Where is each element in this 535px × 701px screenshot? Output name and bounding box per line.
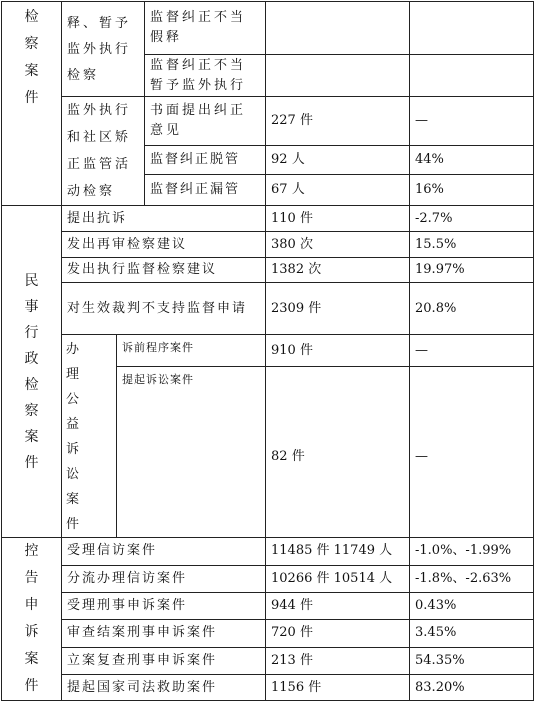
konggao-row-change: 3.45%	[410, 620, 534, 648]
minshi-row-value: 1382 次	[266, 258, 410, 283]
section-label-jiancha: 检察案件	[2, 2, 62, 206]
konggao-row-label: 提起国家司法救助案件	[62, 675, 266, 701]
gongyi-b-change: —	[410, 367, 534, 538]
jiancha-row2c-change: 16%	[410, 175, 534, 206]
minshi-row-value: 2309 件	[266, 283, 410, 335]
gongyi-b-value: 82 件	[266, 367, 410, 538]
minshi-row-label: 发出再审检察建议	[62, 232, 266, 258]
minshi-row-change: 19.97%	[410, 258, 534, 283]
konggao-row-value: 720 件	[266, 620, 410, 648]
konggao-row-label: 受理刑事申诉案件	[62, 593, 266, 620]
gongyi-a-value: 910 件	[266, 335, 410, 367]
minshi-row-label: 提出抗诉	[62, 206, 266, 232]
minshi-row-value: 110 件	[266, 206, 410, 232]
konggao-row-label: 受理信访案件	[62, 538, 266, 566]
konggao-row-change: 83.20%	[410, 675, 534, 701]
konggao-row-value: 11485 件 11749 人	[266, 538, 410, 566]
konggao-row-value: 10266 件 10514 人	[266, 565, 410, 593]
section-label-minshi: 民事行政检察案件	[2, 206, 62, 538]
konggao-row-change: 0.43%	[410, 593, 534, 620]
jiancha-row2b-label: 监督纠正脱管	[145, 146, 266, 175]
jiancha-row1-sub: 释、暂予监外执行检察	[62, 2, 145, 97]
minshi-row-label: 发出执行监督检察建议	[62, 258, 266, 283]
section-label-konggao: 控告申诉案件	[2, 538, 62, 701]
jiancha-row1a-change	[410, 2, 534, 55]
konggao-row-change: -1.0%、-1.99%	[410, 538, 534, 566]
jiancha-row1b-value	[266, 55, 410, 97]
gongyi-b-label: 提起诉讼案件	[117, 367, 266, 538]
konggao-row-change: -1.8%、-2.63%	[410, 565, 534, 593]
minshi-row-change: -2.7%	[410, 206, 534, 232]
gongyi-a-label: 诉前程序案件	[117, 335, 266, 367]
gongyi-group-label: 办理公益诉讼案件	[62, 335, 117, 538]
minshi-row-change: 15.5%	[410, 232, 534, 258]
jiancha-row2a-label: 书面提出纠正意见	[145, 97, 266, 146]
jiancha-row1a-value	[266, 2, 410, 55]
konggao-row-value: 944 件	[266, 593, 410, 620]
jiancha-row2a-change: —	[410, 97, 534, 146]
jiancha-row1b-label: 监督纠正不当暂予监外执行	[145, 55, 266, 97]
minshi-row-change: 20.8%	[410, 283, 534, 335]
konggao-row-label: 分流办理信访案件	[62, 565, 266, 593]
jiancha-row1b-change	[410, 55, 534, 97]
jiancha-row1a-label: 监督纠正不当假释	[145, 2, 266, 55]
jiancha-row2-sub: 监外执行和社区矫正监管活动检察	[62, 97, 145, 206]
minshi-row-label: 对生效裁判不支持监督申请	[62, 283, 266, 335]
jiancha-row2b-change: 44%	[410, 146, 534, 175]
konggao-row-label: 审查结案刑事申诉案件	[62, 620, 266, 648]
konggao-row-value: 1156 件	[266, 675, 410, 701]
konggao-row-value: 213 件	[266, 647, 410, 675]
jiancha-row2a-value: 227 件	[266, 97, 410, 146]
konggao-row-label: 立案复查刑事申诉案件	[62, 647, 266, 675]
gongyi-a-change: —	[410, 335, 534, 367]
statistics-table	[1, 1, 534, 701]
konggao-row-change: 54.35%	[410, 647, 534, 675]
jiancha-row2b-value: 92 人	[266, 146, 410, 175]
jiancha-row2c-value: 67 人	[266, 175, 410, 206]
minshi-row-value: 380 次	[266, 232, 410, 258]
jiancha-row2c-label: 监督纠正漏管	[145, 175, 266, 206]
